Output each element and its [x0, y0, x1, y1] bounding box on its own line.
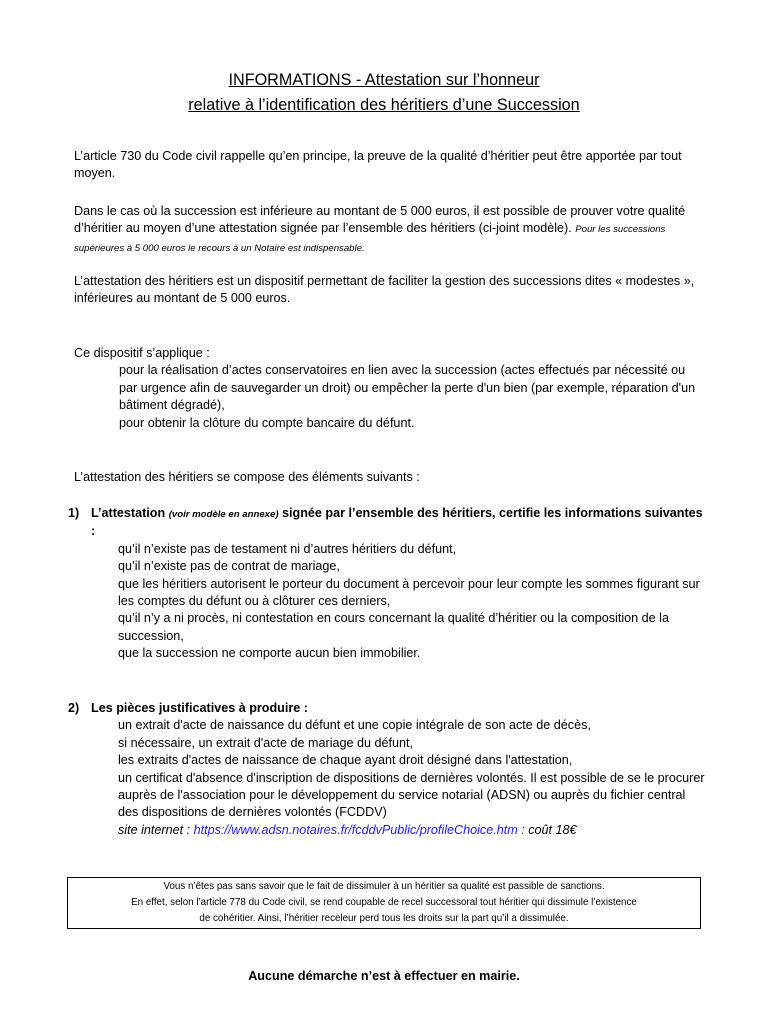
section-title: Les pièces justificatives à produire : — [91, 701, 308, 715]
fcddv-link[interactable]: https://www.adsn.notaires.fr/fcddvPublic/profileChoice.htm — [193, 822, 518, 837]
warning-line: En effet, selon l’article 778 du Code civil, se rend coupable de recel successoral tout héritier qui dissimule l’existence — [131, 897, 637, 908]
intro-paragraph-3: L’attestation des héritiers est un dispositif permettant de faciliter la gestion des successions dites « modestes », inférieures au montant de 5 000 euros. — [74, 274, 695, 306]
warning-box — [67, 877, 701, 929]
list-item: qu’il n’existe pas de contrat de mariage, — [118, 559, 340, 574]
notaire-note: Pour les successions supérieures à 5 000 euros le recours à un Notaire est indispensable. — [74, 224, 666, 254]
section-title-part: L’attestation — [91, 506, 166, 520]
page-title: INFORMATIONS - Attestation sur l’honneur — [228, 71, 540, 89]
dispositif-section — [74, 345, 700, 432]
list-item: un certificat d'absence d'inscription de dispositions de dernières volontés. Il est possible de se le procurer auprès de l'association pour le développement du service notarial (ADSN) ou auprès du fichier central des dispositions de dernières volontés (FCDDV) — [118, 770, 705, 820]
section-title — [91, 505, 708, 541]
list-item: pour la réalisation d’actes conservatoires en lien avec la succession (actes effectués par nécessité ou par urgence afin de sauvegarder un droit) ou empêcher la perte d'un bien (par exemple, réparation d'un bâtiment dégradé), — [119, 363, 696, 413]
page-subtitle: relative à l’identification des héritiers d’une Succession — [188, 96, 580, 114]
intro-paragraph-1: L’article 730 du Code civil rappelle qu’en principe, la preuve de la qualité d’héritier peut être apportée par tout moyen. — [74, 149, 682, 181]
list-item: que les héritiers autorisent le porteur du document à percevoir pour leur compte les sommes figurant sur les comptes du défunt ou à clôturer ces derniers, — [118, 576, 700, 609]
list-item: qu’il n’y a ni procès, ni contestation en cours concernant la qualité d’héritier ou la composition de la succession, — [118, 611, 669, 643]
list-item: les extraits d'actes de naissance de chaque ayant droit désigné dans l'attestation, — [118, 753, 573, 768]
intro-paragraph-2-text: Dans le cas où la succession est inférieure au montant de 5 000 euros, il est possible de prouver votre qualité d’héritier au moyen d’une attestation signée par l’ensemble des héritiers (ci-joint modèle). — [74, 204, 686, 236]
list-item: qu’il n’existe pas de testament ni d’autres héritiers du défunt, — [118, 541, 457, 556]
section-attestation — [68, 505, 708, 663]
section-title-part: signée par l’ensemble des héritiers, certifie les informations suivantes : — [91, 506, 703, 539]
intro-paragraph-2 — [74, 203, 700, 257]
list-item: un extrait d'acte de naissance du défunt et une copie intégrale de son acte de décès, — [118, 718, 591, 733]
site-label: site internet : — [118, 822, 191, 837]
final-note: Aucune démarche n’est à effectuer en mairie. — [248, 969, 520, 983]
section-pieces — [68, 700, 708, 839]
composition-heading: L’attestation des héritiers se compose des éléments suivants : — [74, 470, 420, 484]
cost-text: : coût 18€ — [521, 822, 577, 837]
warning-line: de cohéritier. Ainsi, l’héritier receleur perd tous les droits sur la part qu’il a dissimulée. — [199, 913, 569, 924]
section-number: 2) — [68, 701, 80, 715]
list-item: que la succession ne comporte aucun bien immobilier. — [118, 646, 421, 661]
website-line — [118, 822, 708, 839]
section-number: 1) — [68, 506, 80, 520]
model-annex-note: (voir modèle en annexe) — [168, 509, 279, 520]
warning-line: Vous n’êtes pas sans savoir que le fait de dissimuler à un héritier sa qualité est passible de sanctions. — [163, 881, 605, 892]
list-item: si nécessaire, un extrait d'acte de mariage du défunt, — [118, 735, 414, 750]
dispositif-heading: Ce dispositif s’applique : — [74, 346, 210, 360]
list-item: pour obtenir la clôture du compte bancaire du défunt. — [119, 415, 415, 430]
